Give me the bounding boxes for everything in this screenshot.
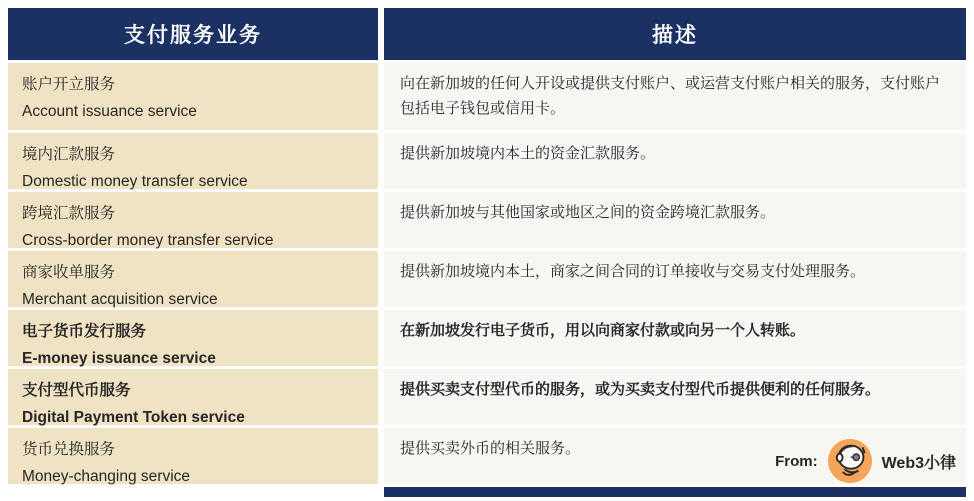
service-name-en: Domestic money transfer service	[22, 173, 248, 190]
header-service-column: 支付服务业务	[8, 8, 378, 60]
description-cell	[384, 310, 966, 366]
web3-xiaolv-avatar-icon	[827, 438, 873, 484]
description-cell	[384, 133, 966, 189]
table-row	[8, 133, 966, 189]
description-text: 在新加坡发行电子货币，用以向商家付款或向另一个人转账。	[400, 322, 806, 339]
service-name-zh: 商家收单服务	[22, 264, 116, 281]
table-row	[8, 251, 966, 307]
header-description-column: 描述	[384, 8, 966, 60]
service-cell	[8, 369, 378, 425]
service-cell	[8, 428, 378, 484]
description-text: 提供新加坡境内本土，商家之间合同的订单接收与交易支付处理服务。	[400, 263, 866, 280]
service-cell	[8, 251, 378, 307]
description-text: 提供新加坡与其他国家或地区之间的资金跨境汇款服务。	[400, 204, 776, 221]
table-row	[8, 63, 966, 130]
service-name-en: E-money issuance service	[22, 350, 216, 367]
description-cell	[384, 369, 966, 425]
table-row	[8, 192, 966, 248]
service-cell	[8, 192, 378, 248]
table-row	[8, 310, 966, 366]
from-label: From:	[775, 452, 818, 470]
service-name-en: Merchant acquisition service	[22, 291, 218, 308]
service-cell	[8, 133, 378, 189]
service-name-zh: 跨境汇款服务	[22, 205, 116, 222]
table-bottom-bar	[8, 487, 966, 497]
service-name-zh: 境内汇款服务	[22, 146, 116, 163]
table-header-row	[8, 8, 966, 60]
description-cell	[384, 63, 966, 130]
service-name-en: Digital Payment Token service	[22, 409, 245, 426]
attribution	[775, 438, 956, 484]
service-name-zh: 支付型代币服务	[22, 382, 131, 399]
service-name-en: Money-changing service	[22, 468, 191, 485]
service-name-en: Account issuance service	[22, 103, 197, 120]
description-text: 向在新加坡的任何人开设或提供支付账户、或运营支付账户相关的服务，支付账户包括电子钱包或信用卡。	[400, 75, 941, 117]
description-cell	[384, 428, 966, 484]
service-name-zh: 货币兑换服务	[22, 441, 116, 458]
description-cell	[384, 192, 966, 248]
service-cell	[8, 310, 378, 366]
service-cell	[8, 63, 378, 130]
table-row	[8, 369, 966, 425]
service-name-en: Cross-border money transfer service	[22, 232, 274, 249]
payment-services-table	[8, 8, 966, 497]
brand-name: Web3小律	[881, 454, 956, 472]
description-cell	[384, 251, 966, 307]
bottom-bar	[384, 487, 966, 497]
description-text: 提供买卖支付型代币的服务，或为买卖支付型代币提供便利的任何服务。	[400, 381, 881, 398]
table-row	[8, 428, 966, 484]
service-name-zh: 电子货币发行服务	[22, 323, 147, 340]
description-text: 提供买卖外币的相关服务。	[400, 440, 581, 457]
table-body	[8, 63, 966, 484]
bottom-bar-spacer	[8, 487, 378, 497]
service-name-zh: 账户开立服务	[22, 76, 116, 93]
description-text: 提供新加坡境内本土的资金汇款服务。	[400, 145, 656, 162]
